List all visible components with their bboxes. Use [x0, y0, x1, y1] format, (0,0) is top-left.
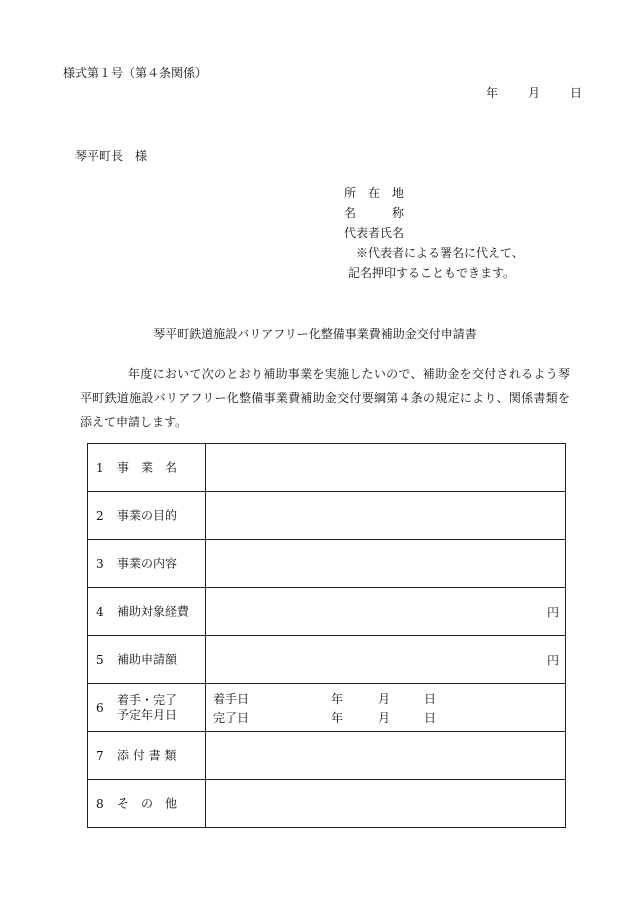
- signature-note-1: ※代表者による署名に代えて、: [356, 246, 524, 260]
- row-number: 2: [96, 508, 104, 523]
- end-date-label: 完了日: [213, 711, 250, 725]
- table-row: [88, 540, 566, 588]
- row-number: 3: [96, 556, 104, 571]
- schedule-field[interactable]: [206, 684, 566, 732]
- row-number: 4: [96, 604, 104, 619]
- row-label-purpose: 事業の目的: [117, 508, 178, 522]
- table-row: [88, 492, 566, 540]
- address-label: 所 在 地: [344, 186, 405, 200]
- start-month: 月: [378, 692, 391, 706]
- table-row: [88, 732, 566, 780]
- row-label-project-name: 事 業 名: [117, 460, 178, 474]
- row-number: 7: [96, 748, 104, 763]
- row-number: 8: [96, 796, 104, 811]
- row-label-other: そ の 他: [117, 796, 178, 810]
- row-label-eligible-cost: 補助対象経費: [117, 604, 190, 618]
- row-label-attachments: 添 付 書 類: [117, 748, 177, 762]
- row-label-schedule: [117, 693, 177, 723]
- end-day: 日: [424, 711, 437, 725]
- row-number: 5: [96, 652, 104, 667]
- representative-label: 代表者氏名: [344, 226, 405, 240]
- date-line: [486, 86, 582, 100]
- form-number: 様式第１号（第４条関係）: [63, 66, 208, 80]
- document-title: 琴平町鉄道施設バリアフリー化整備事業費補助金交付申請書: [153, 327, 477, 341]
- schedule-label-1: 着手・完了: [117, 692, 178, 707]
- table-row: [88, 636, 566, 684]
- start-date-label: 着手日: [213, 692, 250, 706]
- row-number: 1: [96, 460, 104, 475]
- table-row: [88, 684, 566, 732]
- addressee: 琴平町長 様: [75, 149, 148, 163]
- signature-note-2: 記名押印することもできます。: [348, 266, 516, 280]
- table-row: [88, 588, 566, 636]
- start-year: 年: [331, 692, 344, 706]
- start-day: 日: [424, 692, 437, 706]
- date-day: 日: [570, 86, 583, 100]
- yen-unit: 円: [546, 653, 559, 667]
- purpose-field[interactable]: [206, 492, 566, 540]
- table-row: [88, 444, 566, 492]
- end-year: 年: [331, 711, 344, 725]
- schedule-label-2: 予定年月日: [117, 707, 178, 722]
- eligible-cost-field[interactable]: [206, 588, 566, 636]
- table-row: [88, 780, 566, 828]
- name-label: 名 称: [344, 206, 405, 220]
- date-month: 月: [528, 86, 541, 100]
- date-year: 年: [486, 86, 499, 100]
- applicant-block: [344, 186, 524, 286]
- content-field[interactable]: [206, 540, 566, 588]
- yen-unit: 円: [546, 605, 559, 619]
- requested-amount-field[interactable]: [206, 636, 566, 684]
- application-table: [87, 443, 566, 828]
- other-field[interactable]: [206, 780, 566, 828]
- attachments-field[interactable]: [206, 732, 566, 780]
- project-name-field[interactable]: [206, 444, 566, 492]
- application-statement: 年度において次のとおり補助事業を実施したいので、補助金を交付されるよう琴平町鉄道施設バリアフリー化整備事業費補助金交付要綱第４条の規定により、関係書類を添えて申請します。: [80, 367, 570, 429]
- row-number: 6: [96, 700, 104, 715]
- end-month: 月: [378, 711, 391, 725]
- row-label-requested-amount: 補助申請額: [117, 652, 178, 666]
- row-label-content: 事業の内容: [117, 556, 178, 570]
